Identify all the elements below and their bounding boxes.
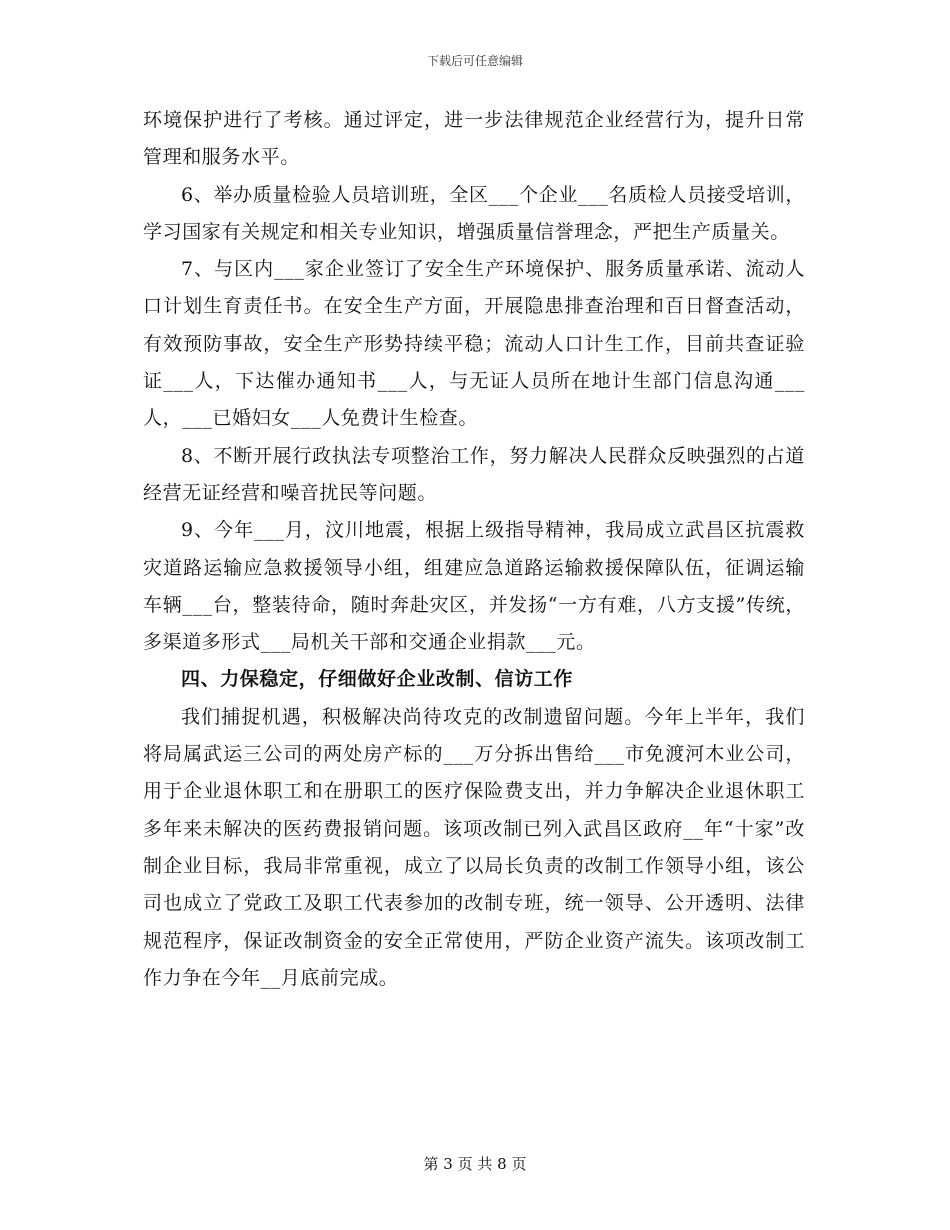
page-header-note: 下载后可任意编辑 <box>426 54 523 68</box>
document-body <box>143 102 805 997</box>
section-heading: 四、力保稳定，仔细做好企业改制、信访工作 <box>181 668 574 691</box>
page-footer: 第 3 页 共 8 页 <box>423 1155 527 1173</box>
paragraph-section-body: 我们捕捉机遇，积极解决尚待攻克的改制遗留问题。今年上半年，我们将局属武运三公司的两处房产标的___万分拆出售给___市免渡河木业公司，用于企业退休职工和在册职工的医疗保险费支出，并力争解决企业退休职工多年来未解决的医药费报销问题。该项改制已列入武昌区政府__年“十家”改制企业目标，我局非常重视，成立了以局长负责的改制工作领导小组，该公司也成立了党政工及职工代表参加的改制专班，统一领导、公开透明、法律规范程序，保证改制资金的安全正常使用，严防企业资产流失。该项改制工作力争在今年__月底前完成。 <box>143 705 805 989</box>
paragraph-item-9: 9、今年___月，汶川地震，根据上级指导精神，我局成立武昌区抗震救灾道路运输应急救援领导小组，组建应急道路运输救援保障队伍，征调运输车辆___台，整装待命，随时奔赴灾区，并发扬“一方有难，八方支援”传统，多渠道多形式___局机关干部和交通企业捐款___元。 <box>143 519 805 654</box>
paragraph-continuation: 环境保护进行了考核。通过评定，进一步法律规范企业经营行为，提升日常管理和服务水平。 <box>143 109 805 169</box>
paragraph-item-6: 6、举办质量检验人员培训班，全区___个企业___名质检人员接受培训，学习国家有关规定和相关专业知识，增强质量信誉理念，严把生产质量关。 <box>143 183 805 243</box>
paragraph-item-8: 8、不断开展行政执法专项整治工作，努力解决人民群众反映强烈的占道经营无证经营和噪音扰民等问题。 <box>143 444 805 504</box>
paragraph-item-7: 7、与区内___家企业签订了安全生产环境保护、服务质量承诺、流动人口计划生育责任书。在安全生产方面，开展隐患排查治理和百日督查活动，有效预防事故，安全生产形势持续平稳；流动人口计生工作，目前共查证验证___人，下达催办通知书___人，与无证人员所在地计生部门信息沟通___人，___已婚妇女___人免费计生检查。 <box>143 258 805 430</box>
